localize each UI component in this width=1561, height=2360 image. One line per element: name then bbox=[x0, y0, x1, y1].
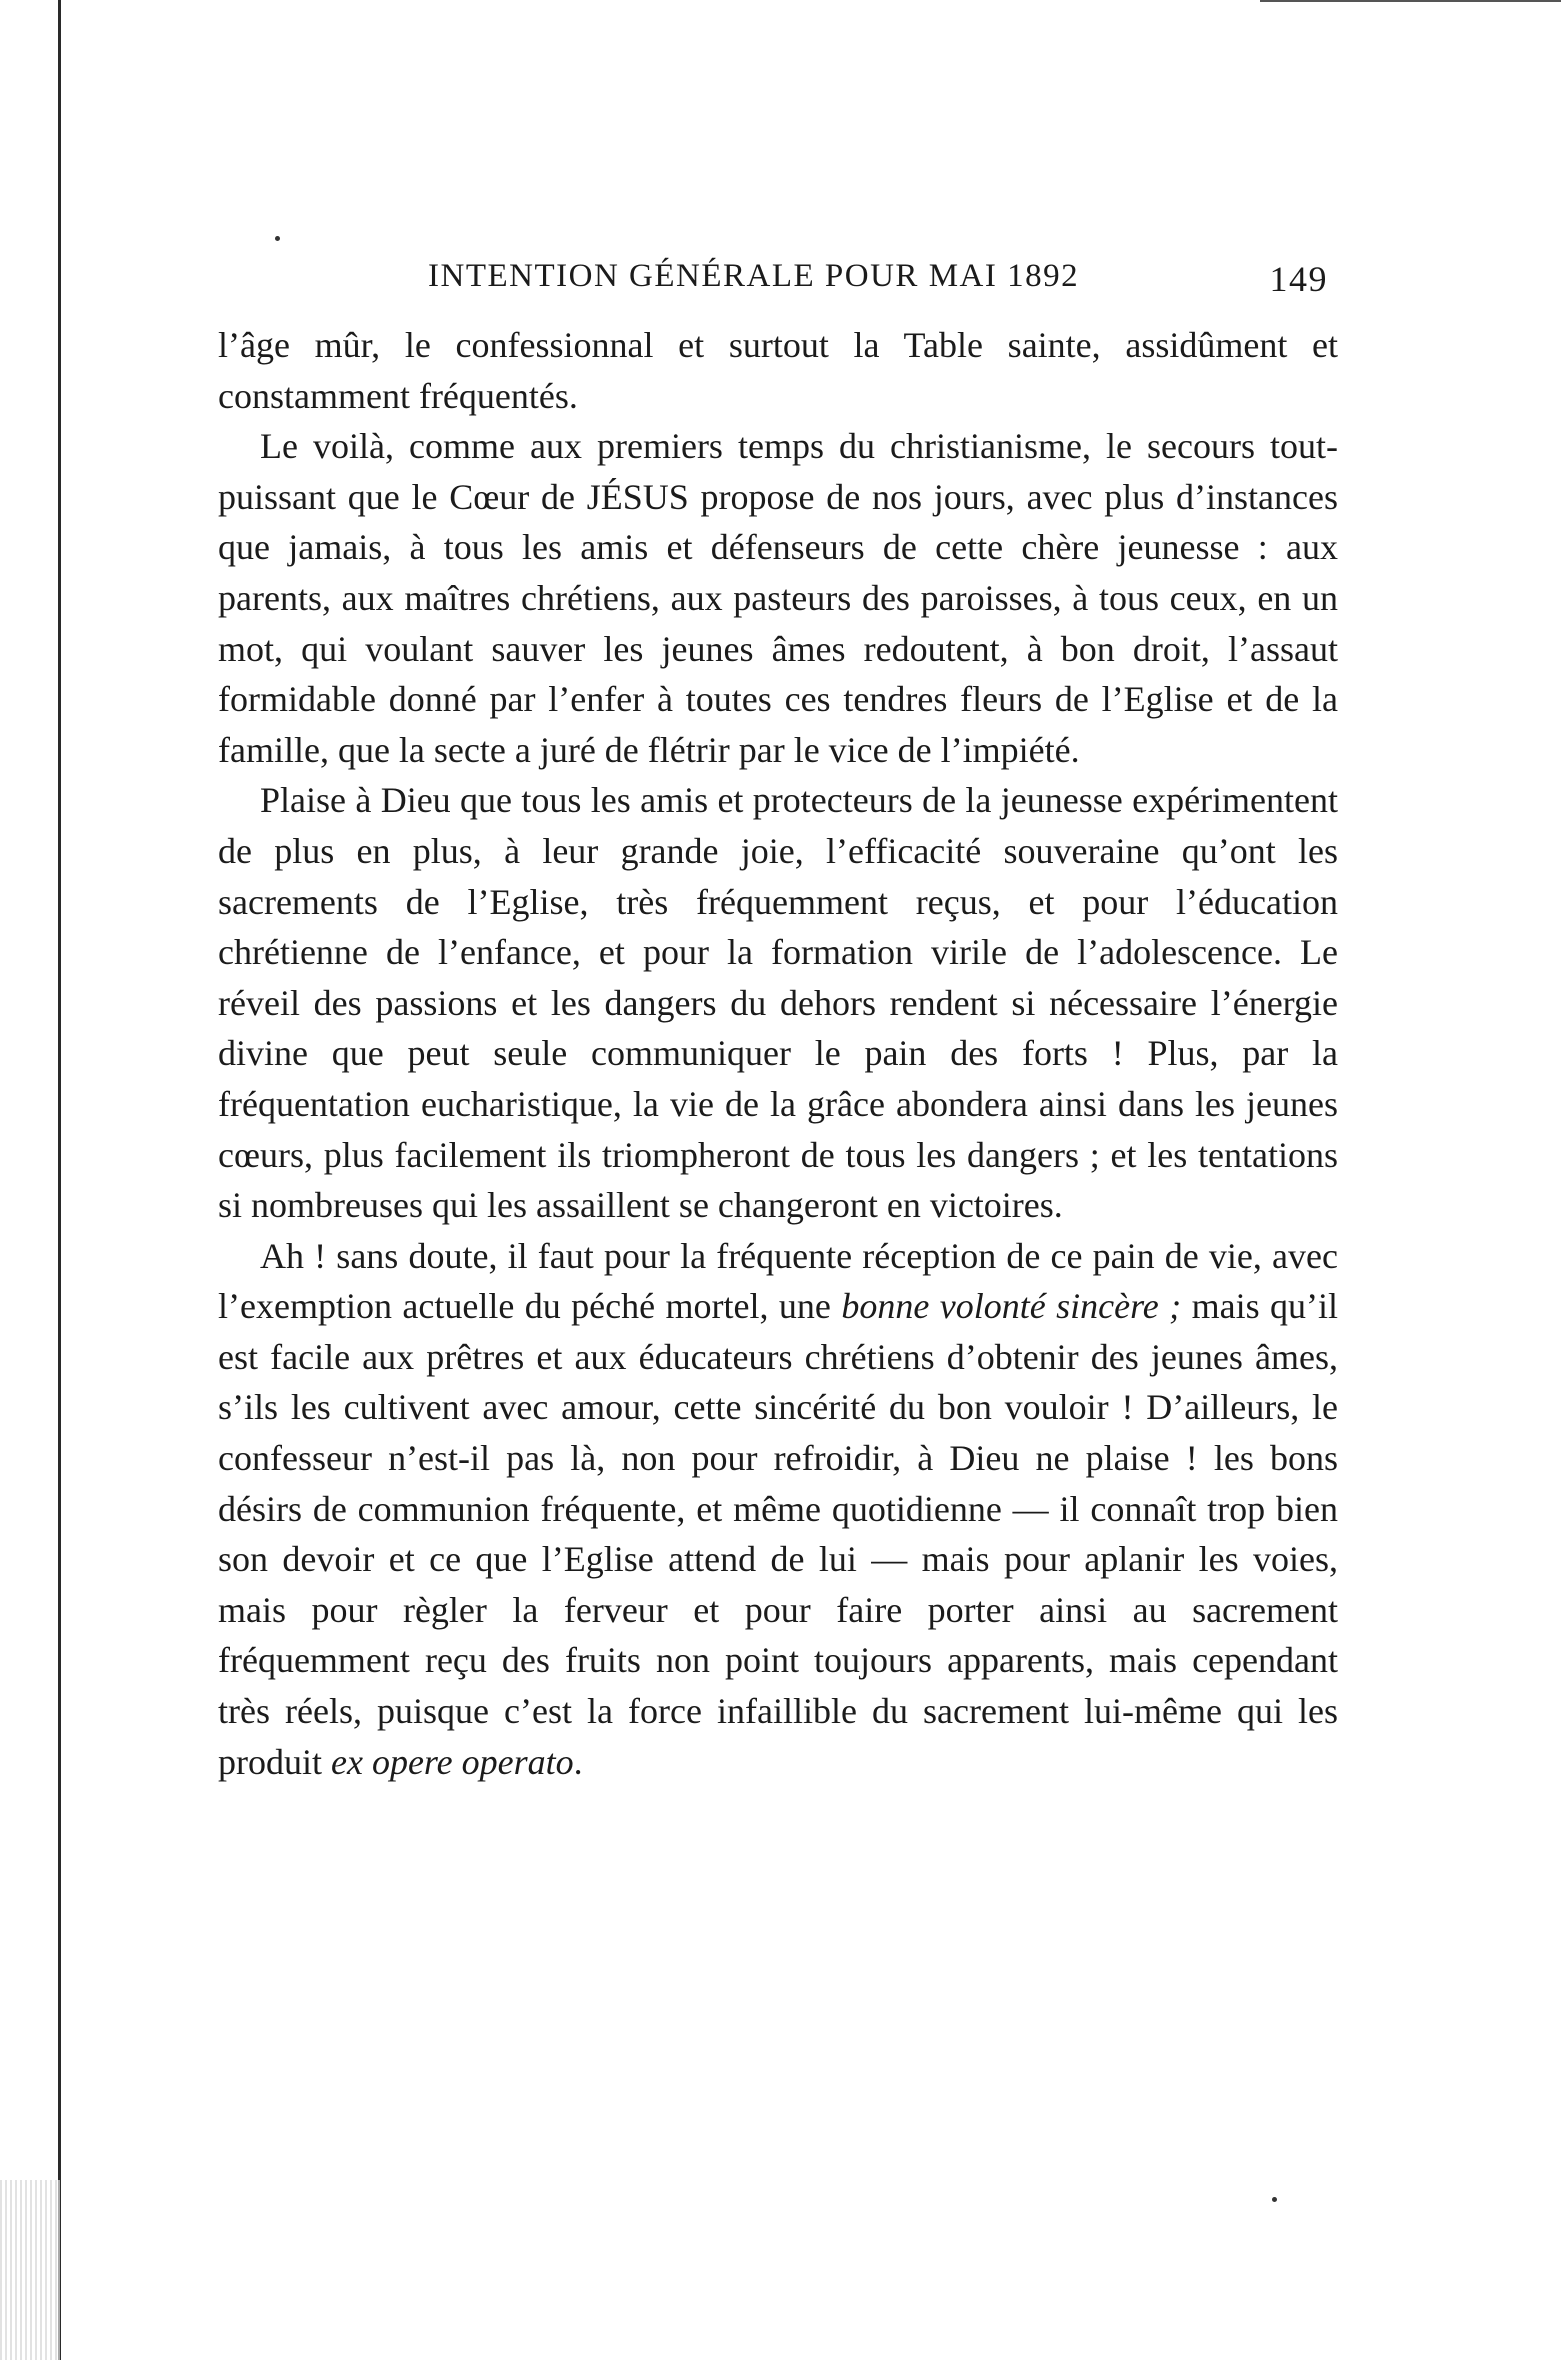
book-spine-edge bbox=[0, 0, 58, 2360]
body-text bbox=[218, 320, 1338, 1787]
paragraph-text: Ah ! sans doute, il faut pour la fréquente réception de ce pain de vie, avec l’exemption actuelle du péché mortel, une bbox=[218, 1235, 1338, 1327]
ink-speck bbox=[275, 236, 280, 241]
latin-phrase: ex opere operato bbox=[331, 1741, 574, 1782]
paragraph: Le voilà, comme aux premiers temps du christianisme, le secours tout-puissant que le Cœur de JÉSUS propose de nos jours, avec plus d’instances que jamais, à tous les amis et défenseurs de cette chère jeunesse : aux parents, aux maîtres chrétiens, aux pasteurs des paroisses, à tous ceux, en un mot, qui voulant sauver les jeunes âmes redoutent, à bon droit, l’assaut formidable donné par l’enfer à toutes ces tendres fleurs de l’Eglise et de la famille, que la secte a juré de flétrir par le vice de l’impiété. bbox=[218, 426, 1338, 770]
page-number: 149 bbox=[1269, 259, 1328, 299]
running-head bbox=[218, 258, 1338, 308]
italic-phrase: bonne volonté sincère ; bbox=[841, 1286, 1182, 1327]
running-title: INTENTION GÉNÉRALE POUR MAI 1892 bbox=[428, 258, 1080, 294]
paragraph-continuation: l’âge mûr, le confessionnal et surtout la Table sainte, assidûment et constamment fréquentés. bbox=[218, 325, 1338, 416]
top-edge-rule bbox=[1260, 0, 1561, 2]
paragraph-text: mais qu’il est facile aux prêtres et aux éducateurs chrétiens d’obtenir des jeunes âmes, s’ils les cultivent avec amour, cette sincérité du bon vouloir ! D’ailleurs, le confesseur n’est-il pas là, non pour refroidir, à Dieu ne plaise ! les bons désirs de communion fréquente, et même quotidienne — il connaît trop bien son devoir et ce que l’Eglise attend de lui — mais pour aplanir les voies, mais pour règler la ferveur et pour faire porter ainsi au sacrement fréquemment reçu des fruits non point toujours apparents, mais cependant très réels, puisque c’est la force infaillible du sacrement lui-même qui les produit bbox=[218, 1286, 1338, 1782]
paragraph-text: . bbox=[573, 1741, 583, 1782]
paragraph: Plaise à Dieu que tous les amis et protecteurs de la jeunesse expérimentent de plus en plus, à leur grande joie, l’efficacité souveraine qu’ont les sacrements de l’Eglise, très fréquemment reçus, et pour l’éducation chrétienne de l’enfance, et pour la formation virile de l’adolescence. Le réveil des passions et les dangers du dehors rendent si nécessaire l’énergie divine que peut seule communiquer le pain des forts ! Plus, par la fréquentation eucharistique, la vie de la grâce abondera ainsi dans les jeunes cœurs, plus facilement ils triompheront de tous les dangers ; et les tentations si nombreuses qui les assaillent se changeront en victoires. bbox=[218, 780, 1338, 1226]
gutter-rule bbox=[58, 0, 61, 2360]
ink-speck bbox=[1272, 2197, 1277, 2202]
paragraph bbox=[218, 1231, 1338, 1788]
page-edge-shadow bbox=[0, 2180, 60, 2360]
